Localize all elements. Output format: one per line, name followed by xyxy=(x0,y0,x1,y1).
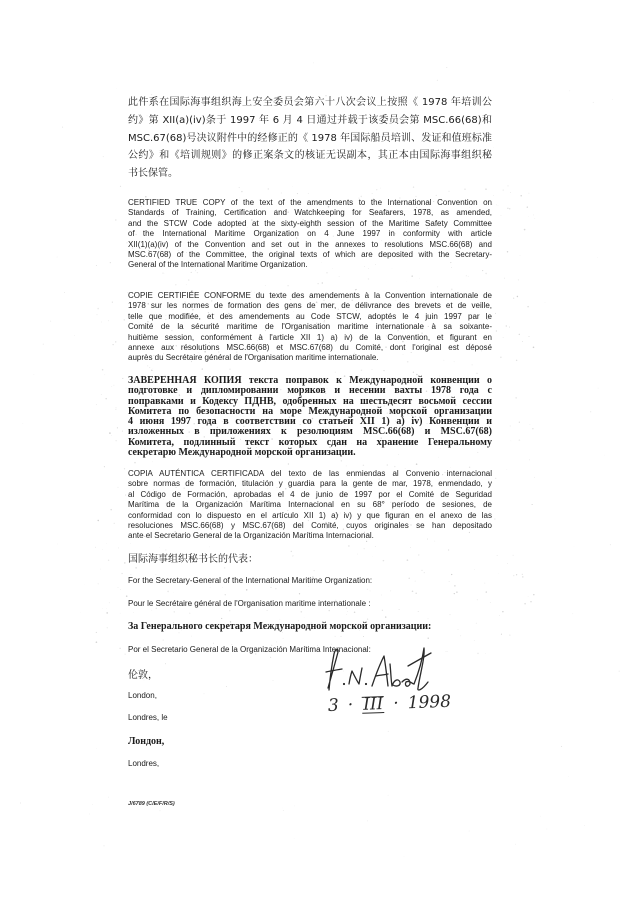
text-line: Marítima de la Organización Marítima Internacional en su 68° período de sesiones, de xyxy=(128,500,492,510)
text-line: 此件系在国际海事组织海上安全委员会第六十八次会议上按照《 1978 年培训公 xyxy=(128,97,492,108)
date-month: III xyxy=(362,694,384,715)
date-day: 3 xyxy=(327,695,340,716)
text-line: поправками и Кодексу ПДНВ, одобренных на шестьдесят восьмой сессии xyxy=(128,395,492,407)
text-line: CERTIFIED TRUE COPY of the text of the amendments to the International Convention on xyxy=(128,198,492,207)
text-line: 1978 sur les normes de formation des gens de mer, de délivrance des brevets et de veille, xyxy=(128,301,492,311)
text-line: of the International Maritime Organization on 4 June 1997 in conformity with article xyxy=(128,229,492,239)
signatory-label-english: For the Secretary-General of the International Maritime Organization: xyxy=(128,576,373,585)
text-line: Standards of Training, Certification and Watchkeeping for Seafarers, 1978, as amended, xyxy=(128,208,492,218)
signatory-label-french: Pour le Secrétaire général de l'Organisation maritime internationale : xyxy=(128,599,371,608)
text-line: 约》第 XII(a)(iv)条于 1997 年 6 月 4 日通过并载于该委员会第 MSC.66(68)和 xyxy=(128,114,492,126)
signatory-label-spanish: Por el Secretario General de la Organización Marítima Internacional: xyxy=(128,645,371,654)
text-line: Комитета, подлинный текст которых сдан на хранение Генеральному xyxy=(128,436,492,448)
place-spanish: Londres, xyxy=(128,759,160,768)
russian-certification-paragraph xyxy=(128,376,492,458)
text-line: XII(1)(a)(iv) of the Convention and set out in the annexes to resolutions MSC.66(68) and xyxy=(128,239,492,249)
chinese-certification-paragraph xyxy=(128,94,492,183)
place-chinese: 伦敦， xyxy=(128,670,158,681)
text-line: секретарю Международной морской организации. xyxy=(128,447,356,459)
text-line: изложенных в приложениях к резолюциям MSC.66(68) и MSC.67(68) xyxy=(128,426,492,438)
text-line: 公约》和《培训规则》的修正案条文的核证无误副本，其正本由国际海事组织秘 xyxy=(128,150,492,162)
text-line: MSC.67(68)号决议附件中的经修正的《 1978 年国际船员培训、发证和值班标准 xyxy=(128,132,492,144)
text-line: telle que modifiée, et des amendements au Code STCW, adoptés le 4 juin 1997 par le xyxy=(128,311,492,321)
text-line: ante el Secretario General de la Organización Marítima Internacional. xyxy=(128,531,374,541)
date-separator: · xyxy=(347,695,354,716)
document-reference-code: J/6789 (C/E/F/R/S) xyxy=(128,801,175,807)
place-russian: Лондон, xyxy=(128,736,165,747)
text-line: 4 июня 1997 года в соответствии со статьей XII 1) a) iv) Конвенции и xyxy=(128,416,492,428)
text-line: al Código de Formación, aprobadas el 4 de junio de 1997 por el Comité de Seguridad xyxy=(128,489,492,499)
place-english: London, xyxy=(128,691,157,700)
text-line: COPIE CERTIFIÉE CONFORME du texte des amendements à la Convention internationale de xyxy=(128,291,492,300)
signatory-label-russian: За Генерального секретаря Международной морской организации: xyxy=(128,621,432,632)
text-line: sobre normas de formación, titulación y guardia para la gente de mar, 1978, enmendado, y xyxy=(128,479,492,489)
text-line: conformidad con lo dispuesto en el artículo XII 1) a) iv) y que figuran en el anexo de las xyxy=(128,510,492,520)
text-line: huitième session, conformément à l'article XII 1) a) iv) de la Convention, et figurant en xyxy=(128,332,492,342)
text-line: resoluciones MSC.66(68) y MSC.67(68) del Comité, cuyos originales se han depositado xyxy=(128,521,492,531)
english-certification-paragraph xyxy=(128,198,492,271)
spanish-certification-paragraph xyxy=(128,469,492,542)
text-line: COPIA AUTÉNTICA CERTIFICADA del texto de las enmiendas al Convenio internacional xyxy=(128,469,492,478)
text-line: annexe aux résolutions MSC.66(68) et MSC.67(68) du Comité, dont l'original est déposé xyxy=(128,343,492,353)
text-line: and the STCW Code adopted at the sixty-eighth session of the Maritime Safety Committee xyxy=(128,218,492,228)
handwritten-date xyxy=(328,690,452,718)
date-year: 1998 xyxy=(407,691,452,714)
text-line: auprès du Secrétaire général de l'Organisation maritime internationale. xyxy=(128,353,379,363)
text-line: Comité de la sécurité maritime de l'Organisation maritime internationale à sa soixante- xyxy=(128,322,492,332)
date-separator: · xyxy=(393,693,400,714)
text-line: General of the International Maritime Organization. xyxy=(128,260,308,270)
signatory-label-chinese: 国际海事组织秘书长的代表： xyxy=(128,554,258,565)
text-line: Комитета по безопасности на море Международной морской организации xyxy=(128,405,492,417)
text-line: MSC.67(68) of the Committee, the original texts of which are deposited with the Secretary- xyxy=(128,250,492,260)
text-line: подготовке и дипломировании моряков и несении вахты 1978 года с xyxy=(128,385,492,397)
french-certification-paragraph xyxy=(128,291,492,364)
text-line: ЗАВЕРЕННАЯ КОПИЯ текста поправок к Международной конвенции о xyxy=(128,375,492,386)
place-french: Londres, le xyxy=(128,713,168,722)
handwritten-signature xyxy=(322,644,434,694)
text-line: 书长保管。 xyxy=(128,168,178,180)
